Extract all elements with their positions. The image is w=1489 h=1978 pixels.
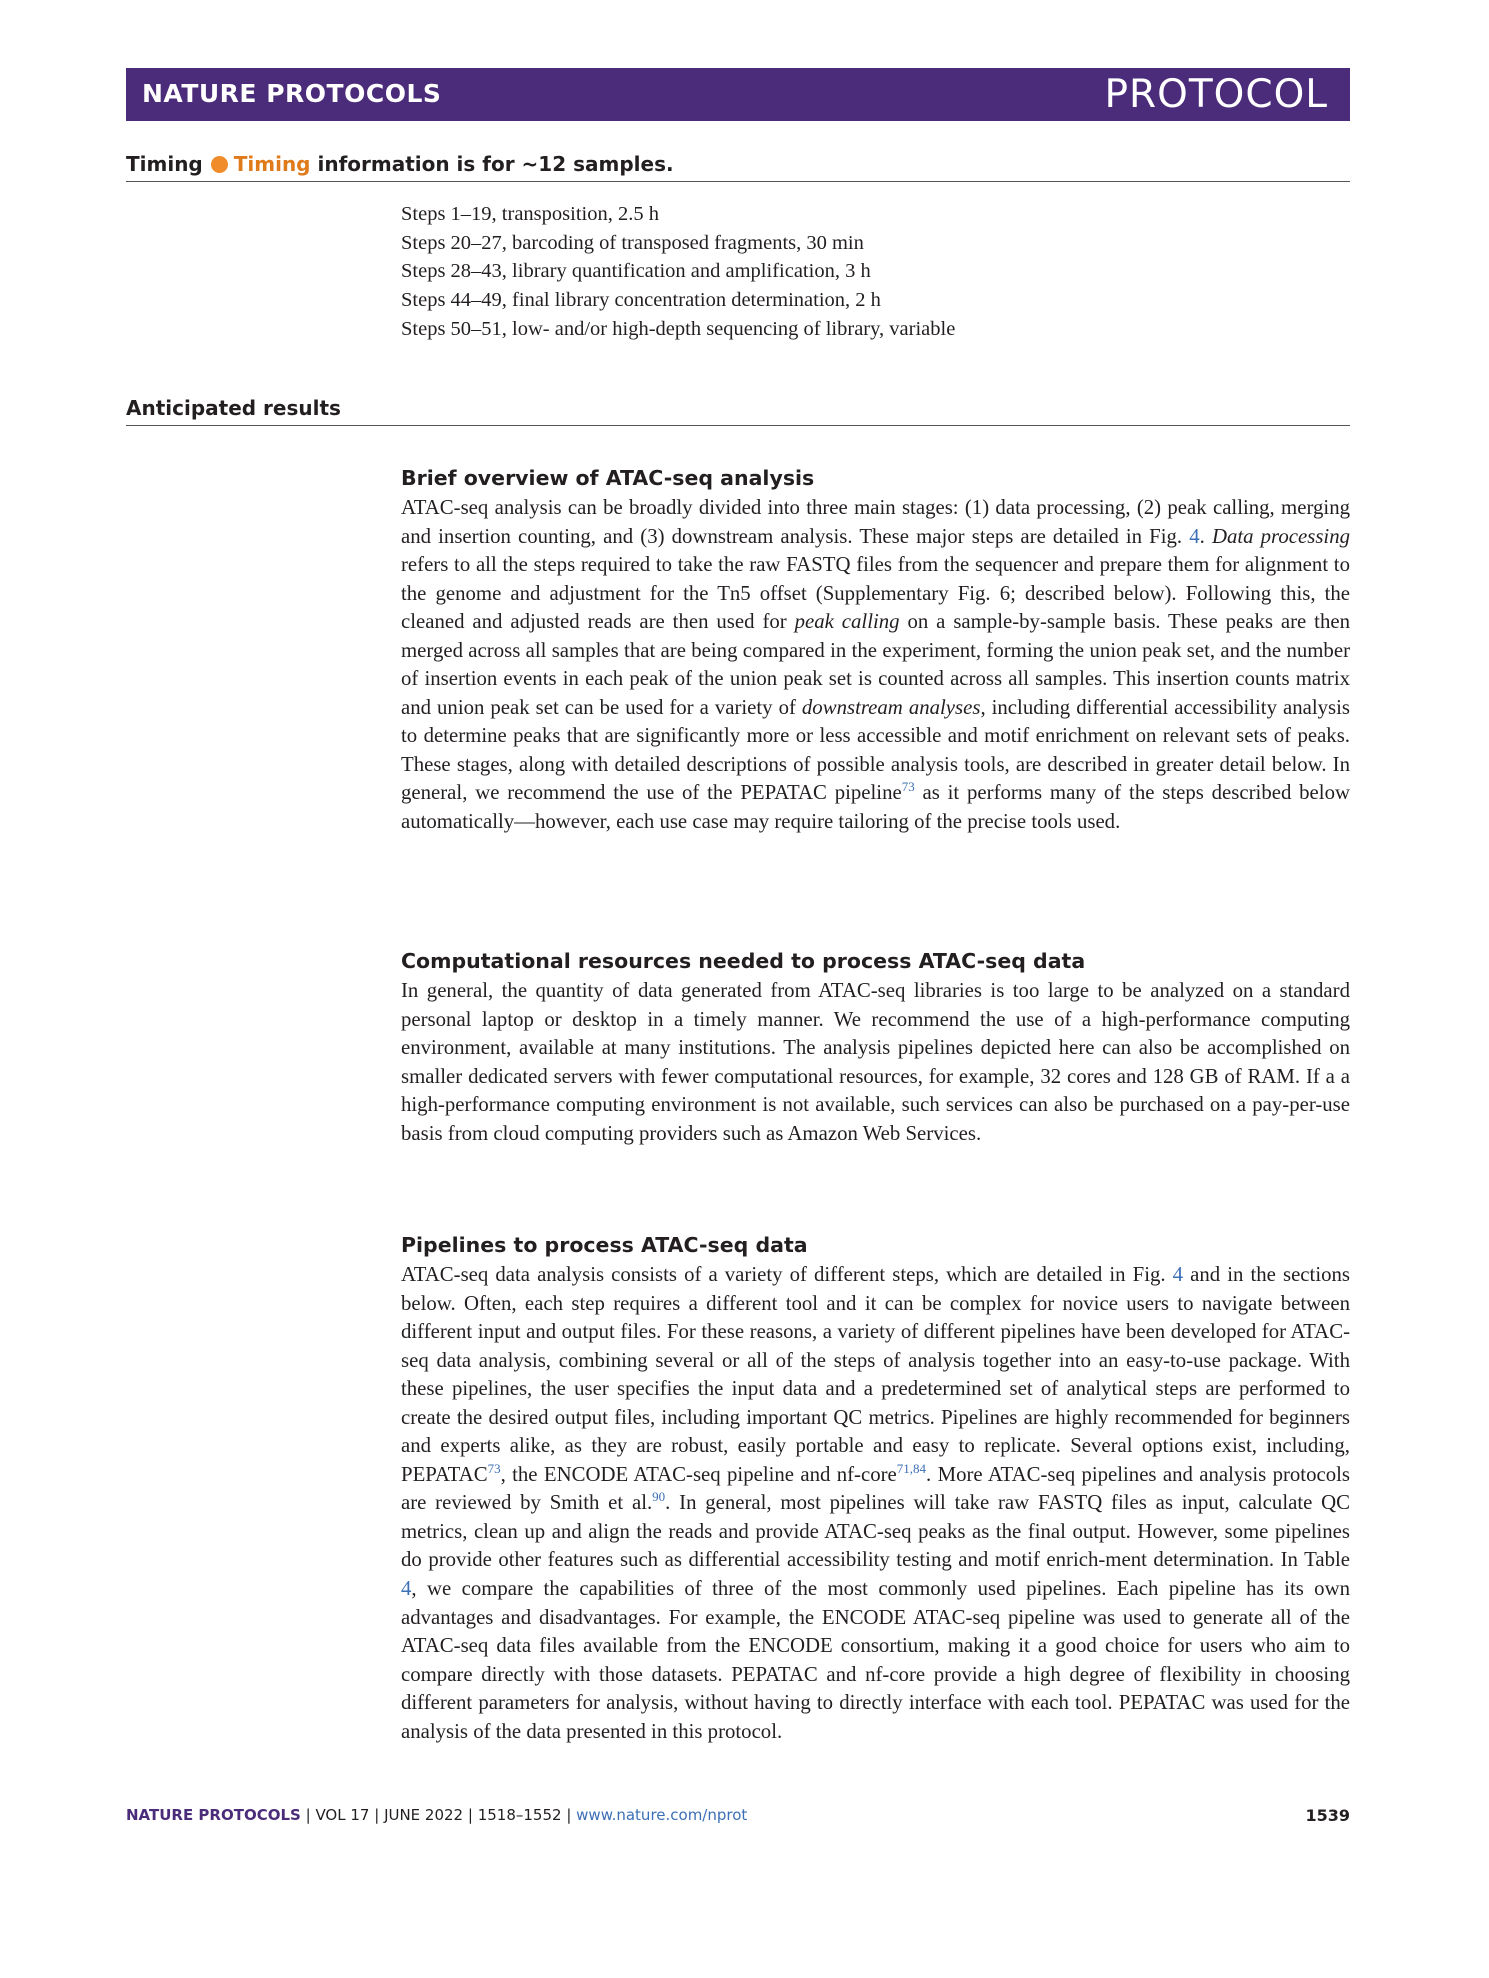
figure-link[interactable]: 4 [1172,1263,1184,1286]
timing-step: Steps 1–19, transposition, 2.5 h [401,203,659,225]
timing-heading: Timing Timing information is for ~12 samples. [126,152,1350,182]
figure-link[interactable]: 4 [1189,524,1200,548]
table-link[interactable]: 4 [401,1577,412,1601]
article-type: PROTOCOL [1104,72,1328,117]
timing-step: Steps 50–51, low- and/or high-depth sequencing of library, variable [401,317,956,340]
reference-link[interactable]: 71,84 [896,1460,927,1476]
footer-pages: 1518–1552 [477,1806,562,1824]
timing-step: Steps 20–27, barcoding of transposed fragments, 30 min [401,231,864,254]
timing-steps-list [401,200,1301,344]
journal-banner [126,68,1350,121]
overview-heading: Brief overview of ATAC-seq analysis [401,466,815,490]
reference-link[interactable]: 90 [652,1489,666,1505]
timing-step: Steps 44–49, final library concentration determination, 2 h [401,289,881,312]
timing-step: Steps 28–43, library quantification and amplification, 3 h [401,260,871,283]
anticipated-results-heading: Anticipated results [126,396,1350,426]
pipelines-heading: Pipelines to process ATAC-seq data [401,1233,808,1257]
page-number: 1539 [1305,1806,1350,1825]
footer-journal: NATURE PROTOCOLS [126,1806,301,1824]
pipelines-paragraph: ATAC-seq data analysis consists of a variety of different steps, which are detailed in Fig. 4 and in the sections below. Often, each step requires a different tool and it can be complex for novice users to navigate between different input and output files. For these reasons, a variety of different pipelines have been developed for ATAC-seq data analysis, combining several or all of the steps of analysis together into an easy-to-use package. With these pipelines, the user specifies the input data and a predetermined set of analytical steps are performed to create the desired output files, including important QC metrics. Pipelines are highly recommended for beginners and experts alike, as they are robust, easily portable and easy to replicate. Several options exist, including, PEPATAC$^{73}$, the ENCODE ATAC-seq pipeline and nf-core$^{71,84}$. More ATAC-seq pipelines and analysis protocols are reviewed by Smith et al.$^{90}$. In general, most pipelines will take raw FASTQ files as input, calculate QC metrics, clean up and align the reads and provide ATAC-seq peaks as the final output. However, some pipelines do provide other features such as differential accessibility testing and motif enrich-ment determination. In Table 4, we compare the capabilities of three of the most commonly used pipelines. Each pipeline has its own advantages and disadvantages. For example, the ENCODE ATAC-seq pipeline was used to generate all of the ATAC-seq data files available from the ENCODE consortium, making it a good choice for users who aim to compare directly with those datasets. PEPATAC and nf-core provide a high degree of flexibility in choosing different parameters for analysis, without having to directly interface with each tool. PEPATAC was used for the analysis of the data presented in this protocol. [401,1263,1350,1743]
computational-paragraph: In general, the quantity of data generated from ATAC-seq libraries is too large to be analyzed on a standard personal laptop or desktop in a timely manner. We recommend the use of a high-performance computing environment, available at many institutions. The analysis pipelines depicted here can also be accomplished on smaller dedicated servers with fewer computational resources, for example, 32 cores and 128 GB of RAM. If a a high-performance computing environment is not available, such services can also be purchased on a pay-per-use basis from cloud computing providers such as Amazon Web Services. [401,979,1350,1145]
footer-volume: VOL 17 [315,1806,370,1824]
timing-dot-icon [211,156,228,173]
computational-heading: Computational resources needed to process ATAC-seq data [401,949,1086,973]
footer-url-link[interactable]: www.nature.com/nprot [576,1806,748,1824]
journal-name: NATURE PROTOCOLS [142,79,442,108]
reference-link[interactable]: 73 [901,779,915,795]
reference-link[interactable]: 73 [487,1460,501,1476]
page-footer: NATURE PROTOCOLS | VOL 17 | JUNE 2022 | 1518–1552 | www.nature.com/nprot 1539 [126,1806,1350,1825]
overview-paragraph: ATAC-seq analysis can be broadly divided into three main stages: (1) data processing, (2) peak calling, merging and insertion counting, and (3) downstream analysis. These major steps are detailed in Fig. 4. Data processing refers to all the steps required to take the raw FASTQ files from the sequencer and prepare them for alignment to the genome and adjustment for the Tn5 offset (Supplementary Fig. 6; described below). Following this, the cleaned and adjusted reads are then used for peak calling on a sample-by-sample basis. These peaks are then merged across all samples that are being compared in the experiment, forming the union peak set, and the number of insertion events in each peak of the union peak set is counted across all samples. This insertion counts matrix and union peak set can be used for a variety of downstream analyses, including differential accessibility analysis to determine peaks that are significantly more or less accessible and motif enrichment on relevant sets of peaks. These stages, along with detailed descriptions of possible analysis tools, are described in greater detail below. In general, we recommend the use of the PEPATAC pipeline$^{73}$ as it performs many of the steps described below automatically—however, each use case may require tailoring of the precise tools used. [401,496,1350,834]
footer-date: JUNE 2022 [384,1806,464,1824]
